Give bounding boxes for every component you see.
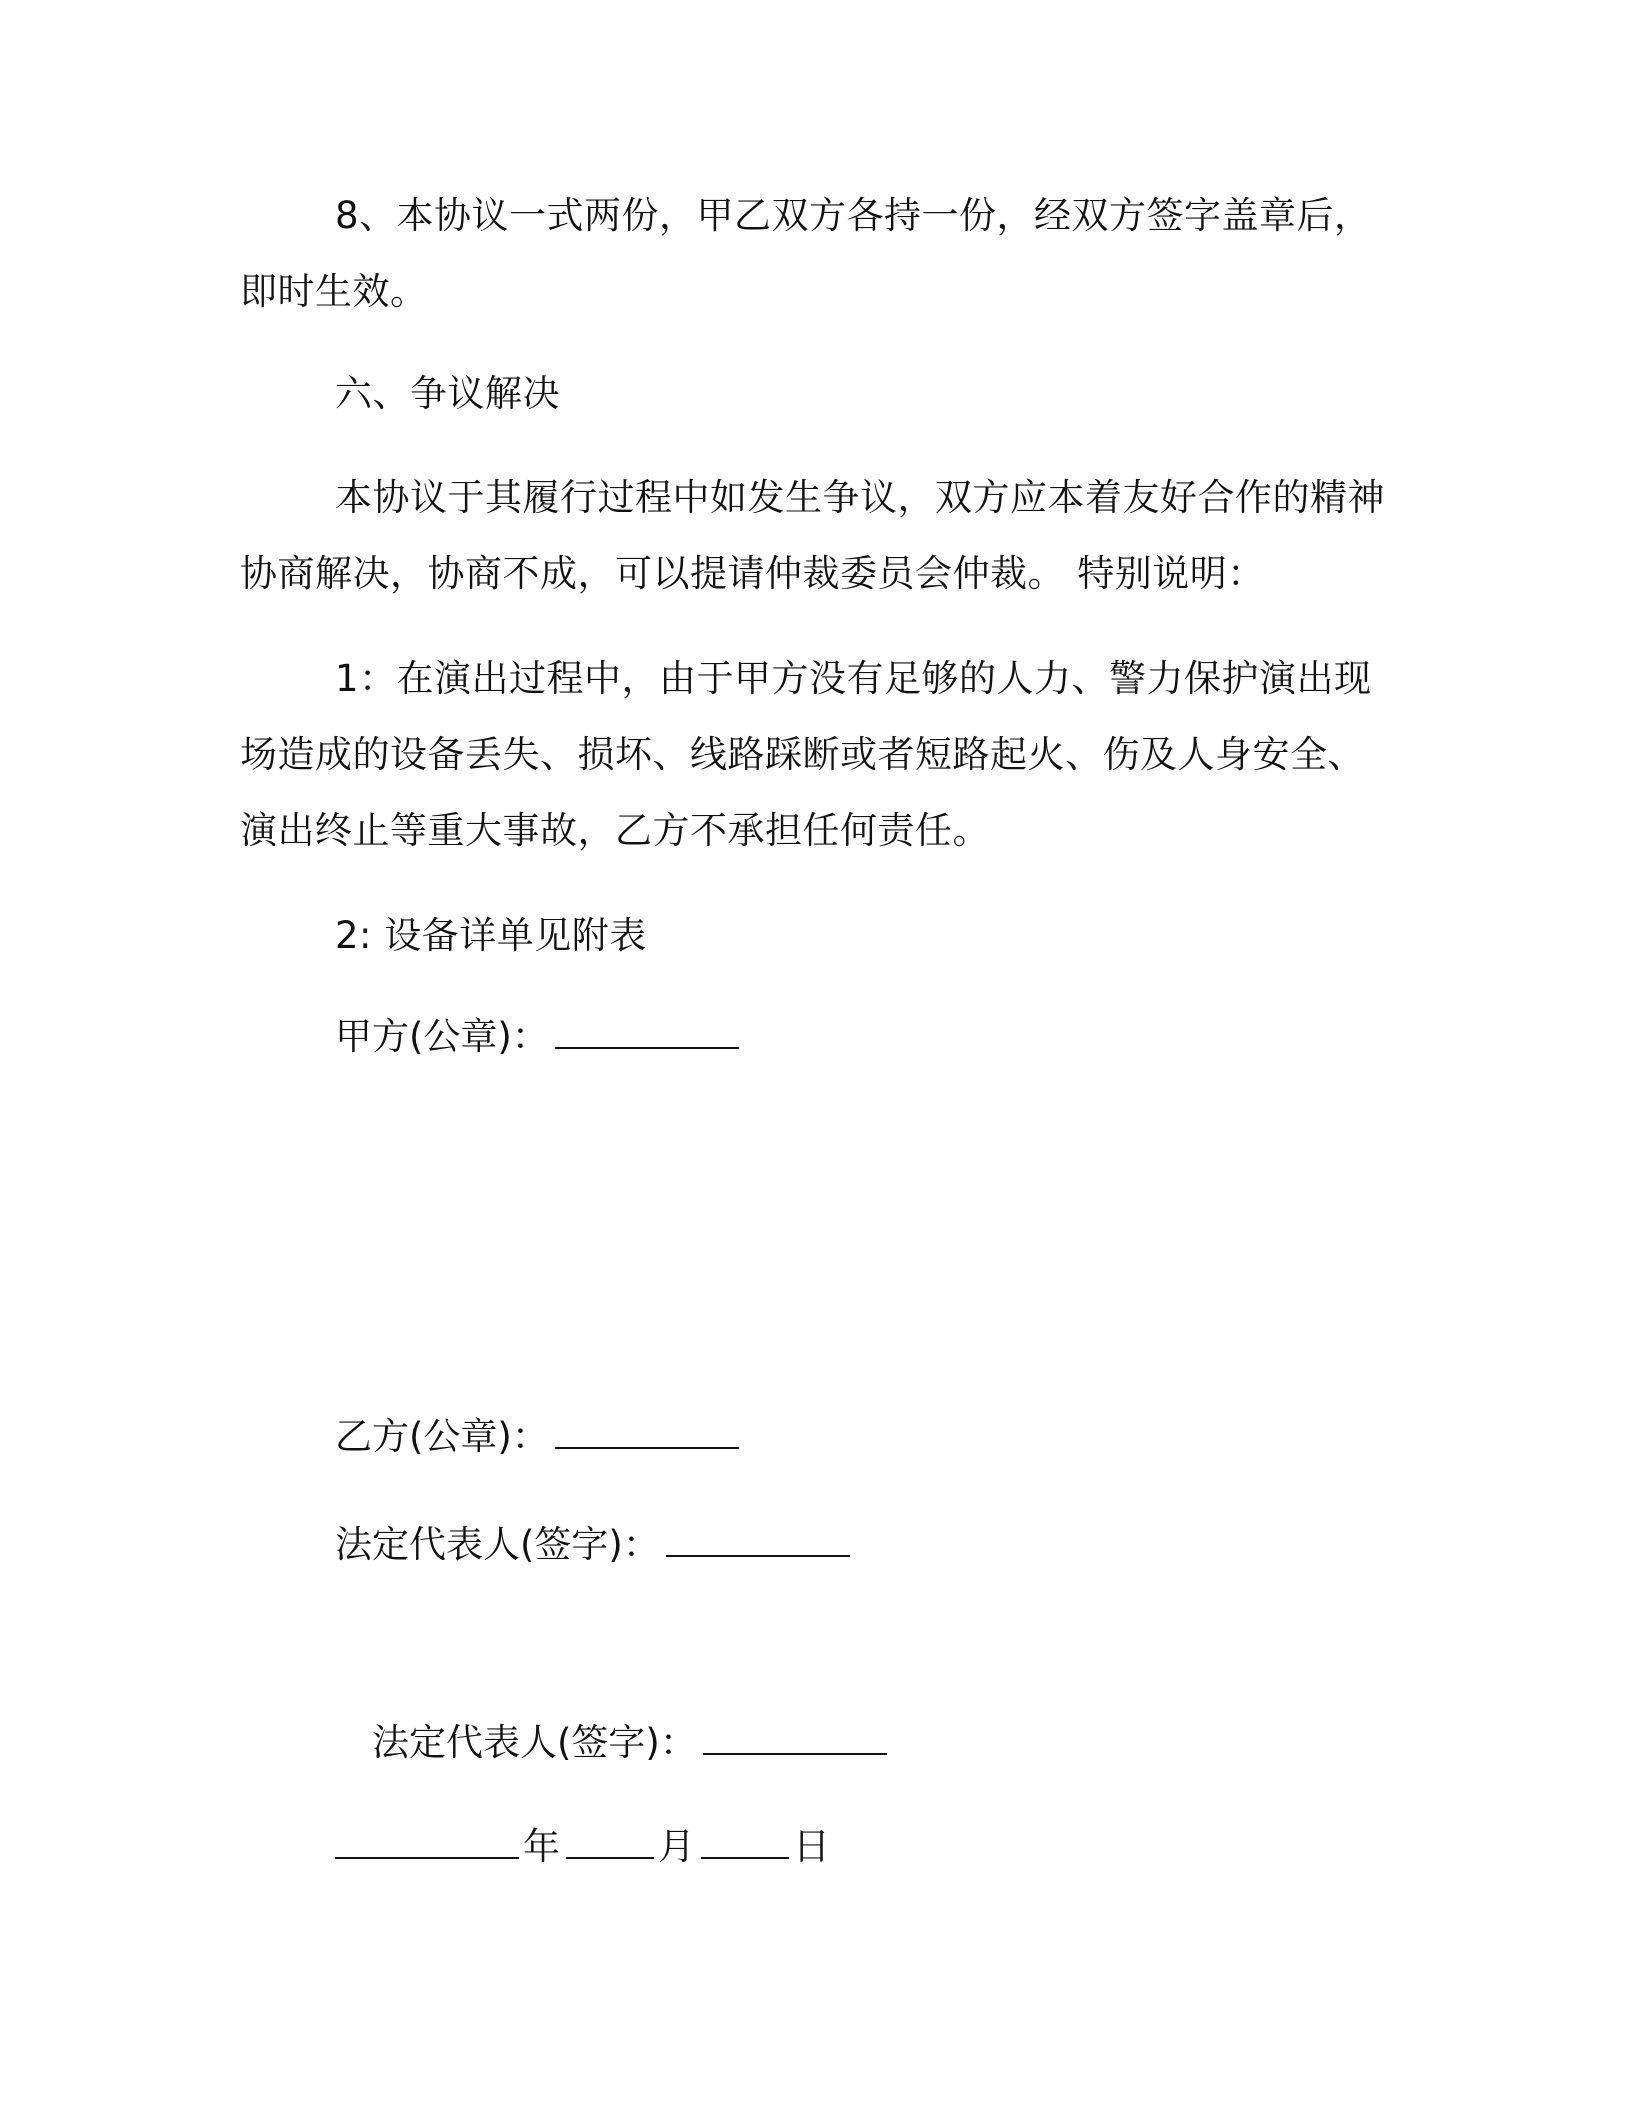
note-1-paragraph: [240, 641, 1400, 869]
legal-rep-label-2: 法定代表人(签字)：: [372, 1721, 697, 1764]
legal-rep-signature-line-2: [372, 1718, 891, 1768]
note-1-line-3: 演出终止等重大事故，乙方不承担任何责任。: [240, 809, 990, 852]
legal-rep-blank-1: [666, 1527, 850, 1557]
dispute-line-2: 协商解决，协商不成，可以提请仲裁委员会仲裁。 特别说明：: [240, 552, 1265, 595]
party-a-label: 甲方(公章)：: [335, 1015, 549, 1058]
party-a-blank: [555, 1019, 739, 1049]
note-1-line-1: 1：在演出过程中，由于甲方没有足够的人力、警力保护演出现: [335, 657, 1372, 700]
dispute-line-1: 本协议于其履行过程中如发生争议，双方应本着友好合作的精神: [335, 476, 1385, 519]
legal-rep-blank-2: [703, 1725, 887, 1755]
section-6-heading-text: 六、争议解决: [335, 372, 560, 415]
legal-rep-label-1: 法定代表人(签字)：: [335, 1523, 660, 1566]
legal-rep-signature-line-1: [335, 1520, 854, 1570]
year-blank: [335, 1829, 519, 1859]
note-2-text: 2: 设备详单见附表: [335, 914, 647, 957]
year-label: 年: [523, 1825, 560, 1868]
clause-8-line-1: 8、本协议一式两份，甲乙双方各持一份，经双方签字盖章后，: [335, 194, 1372, 237]
clause-8-line-2: 即时生效。: [240, 270, 428, 313]
day-label: 日: [793, 1825, 830, 1868]
note-1-line-2: 场造成的设备丢失、损坏、线路踩断或者短路起火、伤及人身安全、: [240, 733, 1365, 776]
month-blank: [566, 1829, 654, 1859]
party-a-signature-line: [335, 1012, 743, 1062]
month-label: 月: [658, 1825, 695, 1868]
section-6-heading: [240, 356, 1400, 432]
party-b-signature-line: [335, 1412, 743, 1462]
day-blank: [701, 1829, 789, 1859]
party-b-blank: [555, 1419, 739, 1449]
party-b-label: 乙方(公章)：: [335, 1415, 549, 1458]
date-line: [335, 1822, 830, 1872]
clause-8-paragraph: [240, 178, 1400, 330]
dispute-paragraph: [240, 460, 1400, 612]
note-2-paragraph: [240, 898, 1400, 974]
